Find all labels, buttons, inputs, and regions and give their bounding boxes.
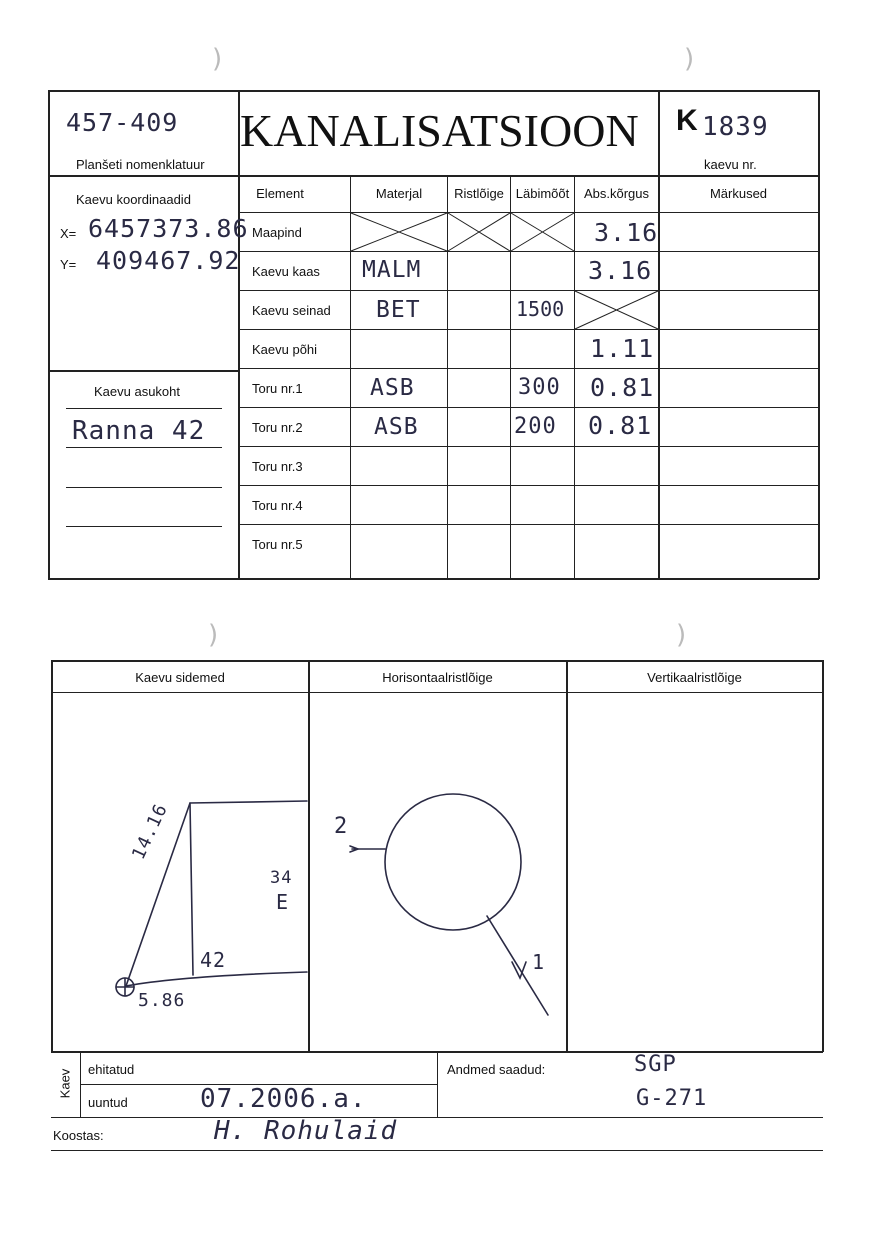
ehitatud-label: ehitatud <box>88 1062 135 1077</box>
row-label-toru-3: Toru nr.3 <box>252 459 303 474</box>
andmed-saadud-value-1: SGP <box>634 1052 677 1077</box>
sketch-label-pipe-1: 1 <box>532 950 546 974</box>
andmed-saadud-value-2: G-271 <box>636 1086 708 1111</box>
cell-kaas-abs: 3.16 <box>588 256 653 285</box>
y-coordinate-value: 409467.92 <box>96 246 241 275</box>
location-value: Ranna 42 <box>72 416 206 446</box>
cell-seinad-materjal: BET <box>376 297 421 323</box>
header-vertikaalristloige: Vertikaalristlõige <box>647 670 742 685</box>
sketch-label-pipe-2: 2 <box>334 814 349 839</box>
header-labimoot: Läbimõõt <box>515 186 570 201</box>
row-label-toru-1: Toru nr.1 <box>252 381 303 396</box>
cell-maapind-abs: 3.16 <box>594 218 659 247</box>
row-label-toru-2: Toru nr.2 <box>252 420 303 435</box>
sketch-label-side-b: E <box>276 890 290 914</box>
uuntud-value: 07.2006.a. <box>200 1084 367 1114</box>
punch-hole-mark: ) <box>684 44 695 74</box>
cell-pohi-abs: 1.11 <box>590 334 655 363</box>
cell-toru2-abs: 0.81 <box>588 411 653 440</box>
header-materjal: Materjal <box>375 186 423 201</box>
andmed-saadud-label: Andmed saadud: <box>447 1062 546 1077</box>
sketch-label-diagonal: 14.16 <box>128 800 173 863</box>
uuntud-label: uuntud <box>88 1095 128 1110</box>
cell-toru2-labimoot: 200 <box>514 414 557 439</box>
row-label-maapind: Maapind <box>252 225 302 240</box>
row-label-kaevu-kaas: Kaevu kaas <box>252 264 320 279</box>
well-number: 1839 <box>702 112 769 142</box>
nomenclature-label: Planšeti nomenklatuur <box>76 157 205 172</box>
row-label-kaevu-seinad: Kaevu seinad <box>252 303 331 318</box>
header-element: Element <box>256 186 304 201</box>
well-number-label: kaevu nr. <box>704 157 757 172</box>
row-label-toru-4: Toru nr.4 <box>252 498 303 513</box>
sketch-label-bottom: 42 <box>200 948 227 972</box>
cell-toru2-materjal: ASB <box>374 414 419 440</box>
cell-toru1-materjal: ASB <box>370 375 415 401</box>
header-ristloige: Ristlõige <box>454 186 504 201</box>
punch-hole-mark: ) <box>212 44 223 74</box>
cell-toru1-abs: 0.81 <box>590 373 655 402</box>
location-label: Kaevu asukoht <box>94 384 181 399</box>
nomenclature-value: 457-409 <box>66 108 179 137</box>
header-horisontaalristloige: Horisontaalristlõige <box>382 670 493 685</box>
sketch-label-base: 5.86 <box>138 990 186 1011</box>
x-coordinate-label: X= <box>60 226 77 241</box>
header-abs-korgus: Abs.kõrgus <box>583 186 650 201</box>
koostas-label: Koostas: <box>53 1128 104 1143</box>
y-coordinate-label: Y= <box>60 257 77 272</box>
punch-hole-mark: ) <box>208 620 219 650</box>
cell-seinad-labimoot: 1500 <box>516 297 565 321</box>
koostas-value: H. Rohulaid <box>214 1116 398 1146</box>
cell-kaas-materjal: MALM <box>362 257 422 283</box>
row-label-toru-5: Toru nr.5 <box>252 537 303 552</box>
cell-toru1-labimoot: 300 <box>518 375 561 400</box>
header-kaevu-sidemed: Kaevu sidemed <box>135 670 225 685</box>
x-coordinate-value: 6457373.86 <box>88 214 249 243</box>
page-title: KANALISATSIOON <box>240 105 639 156</box>
kaev-label: Kaev <box>57 1068 73 1099</box>
header-markused: Märkused <box>709 186 768 201</box>
coordinates-label: Kaevu koordinaadid <box>76 192 191 207</box>
well-prefix: K <box>676 104 698 137</box>
sketch-label-side-a: 34 <box>270 868 293 888</box>
punch-hole-mark: ) <box>676 620 687 650</box>
row-label-kaevu-pohi: Kaevu põhi <box>252 342 318 357</box>
